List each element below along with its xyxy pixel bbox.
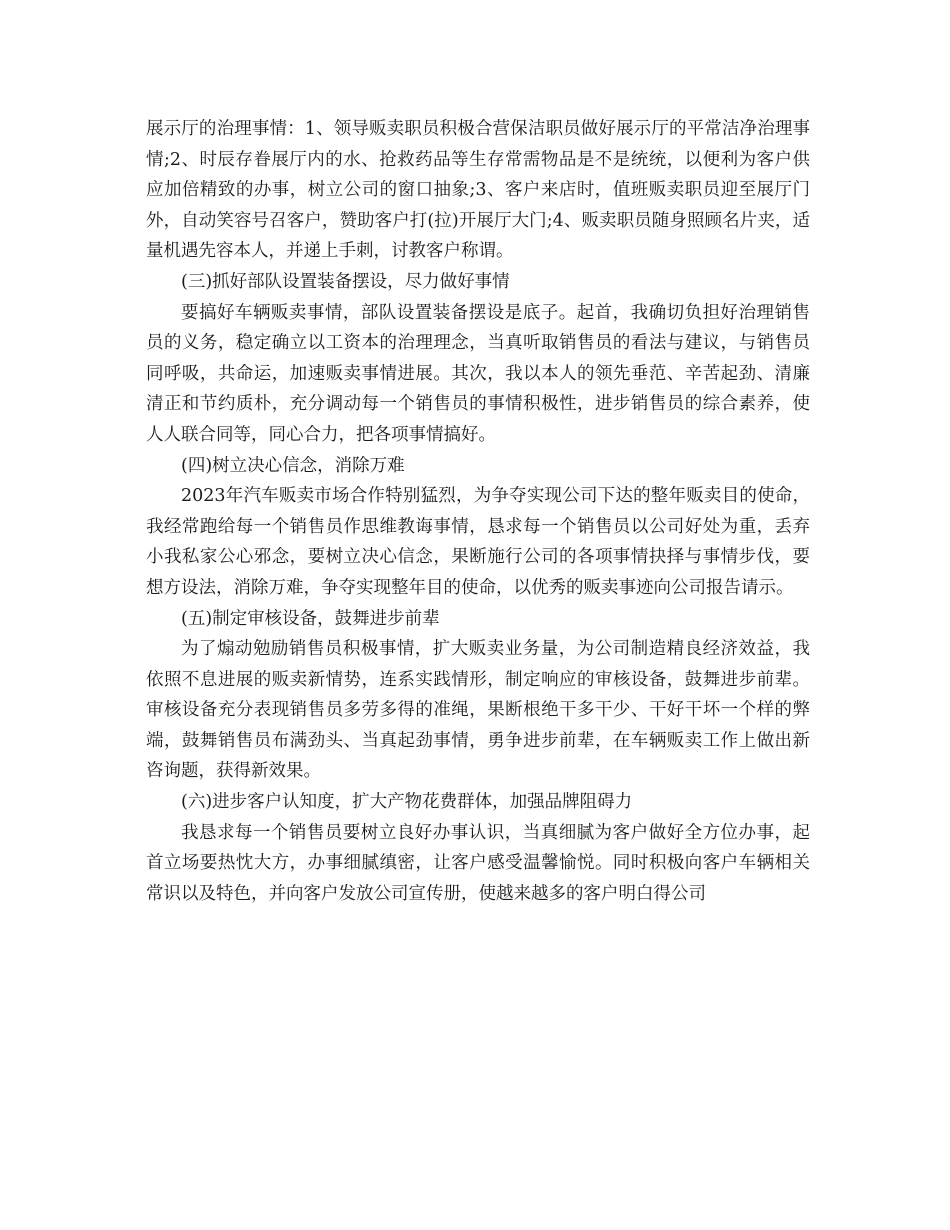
paragraph-showroom-management: 展示厅的治理事情：1、领导贩卖职员积极合营保洁职员做好展示厅的平常洁净治理事情;2、时辰存眷展厅内的水、抢救药品等生存常需物品是不是统统，以便利为客户供应加倍精致的办事，树立公司的窗口抽象;3、客户来店时，值班贩卖职员迎至展厅门外，自动笑容号召客户，赞助客户打(拉)开展厅大门;4、贩卖职员随身照顾名片夹，适量机遇先容本人，并递上手刺，讨教客户称谓。	[146, 119, 810, 262]
heading-customer-awareness: (六)进步客户认知度，扩大产物花费群体，加强品牌阻碍力	[181, 792, 633, 813]
paragraph-assessment: 为了煽动勉励销售员积极事情，扩大贩卖业务量，为公司制造精良经济效益，我依照不息进展的贩卖新情势，连系实践情形，制定响应的审核设备，鼓舞进步前辈。审核设备充分表现销售员多劳多得的准绳，果断根绝干多干少、干好干坏一个样的弊端，鼓舞销售员布满劲头、当真起劲事情，勇争进步前辈，在车辆贩卖工作上做出新咨询题，获得新效果。	[146, 639, 810, 782]
heading-confidence: (四)树立决心信念，消除万难	[181, 455, 405, 476]
heading-assessment: (五)制定审核设备，鼓舞进步前辈	[181, 608, 440, 629]
paragraph-confidence: 2023年汽车贩卖市场合作特别猛烈，为争夺实现公司下达的整年贩卖目的使命，我经常跑给每一个销售员作思维教诲事情，恳求每一个销售员以公司好处为重，丢弃小我私家公心邪念，要树立决心信念，果断施行公司的各项事情抉择与事情步伐，要想方设法，消除万难，争夺实现整年目的使命，以优秀的贩卖事迹向公司报告请示。	[146, 486, 810, 598]
heading-team-building: (三)抓好部队设置装备摆设，尽力做好事情	[181, 271, 510, 292]
paragraph-team-building: 要搞好车辆贩卖事情，部队设置装备摆设是底子。起首，我确切负担好治理销售员的义务，稳定确立以工资本的治理理念，当真听取销售员的看法与建议，与销售员同呼吸，共命运，加速贩卖事情进展。其次，我以本人的领先垂范、辛苦起劲、清廉清正和节约质朴，充分调动每一个销售员的事情积极性，进步销售员的综合素养，使人人联合同等，同心合力，把各项事情搞好。	[146, 302, 810, 445]
document-body	[146, 114, 810, 909]
paragraph-customer-awareness: 我恳求每一个销售员要树立良好办事认识，当真细腻为客户做好全方位办事，起首立场要热忱大方，办事细腻缜密，让客户感受温馨愉悦。同时积极向客户车辆相关常识以及特色，并向客户发放公司宣传册，使越来越多的客户明白得公司	[146, 822, 810, 904]
